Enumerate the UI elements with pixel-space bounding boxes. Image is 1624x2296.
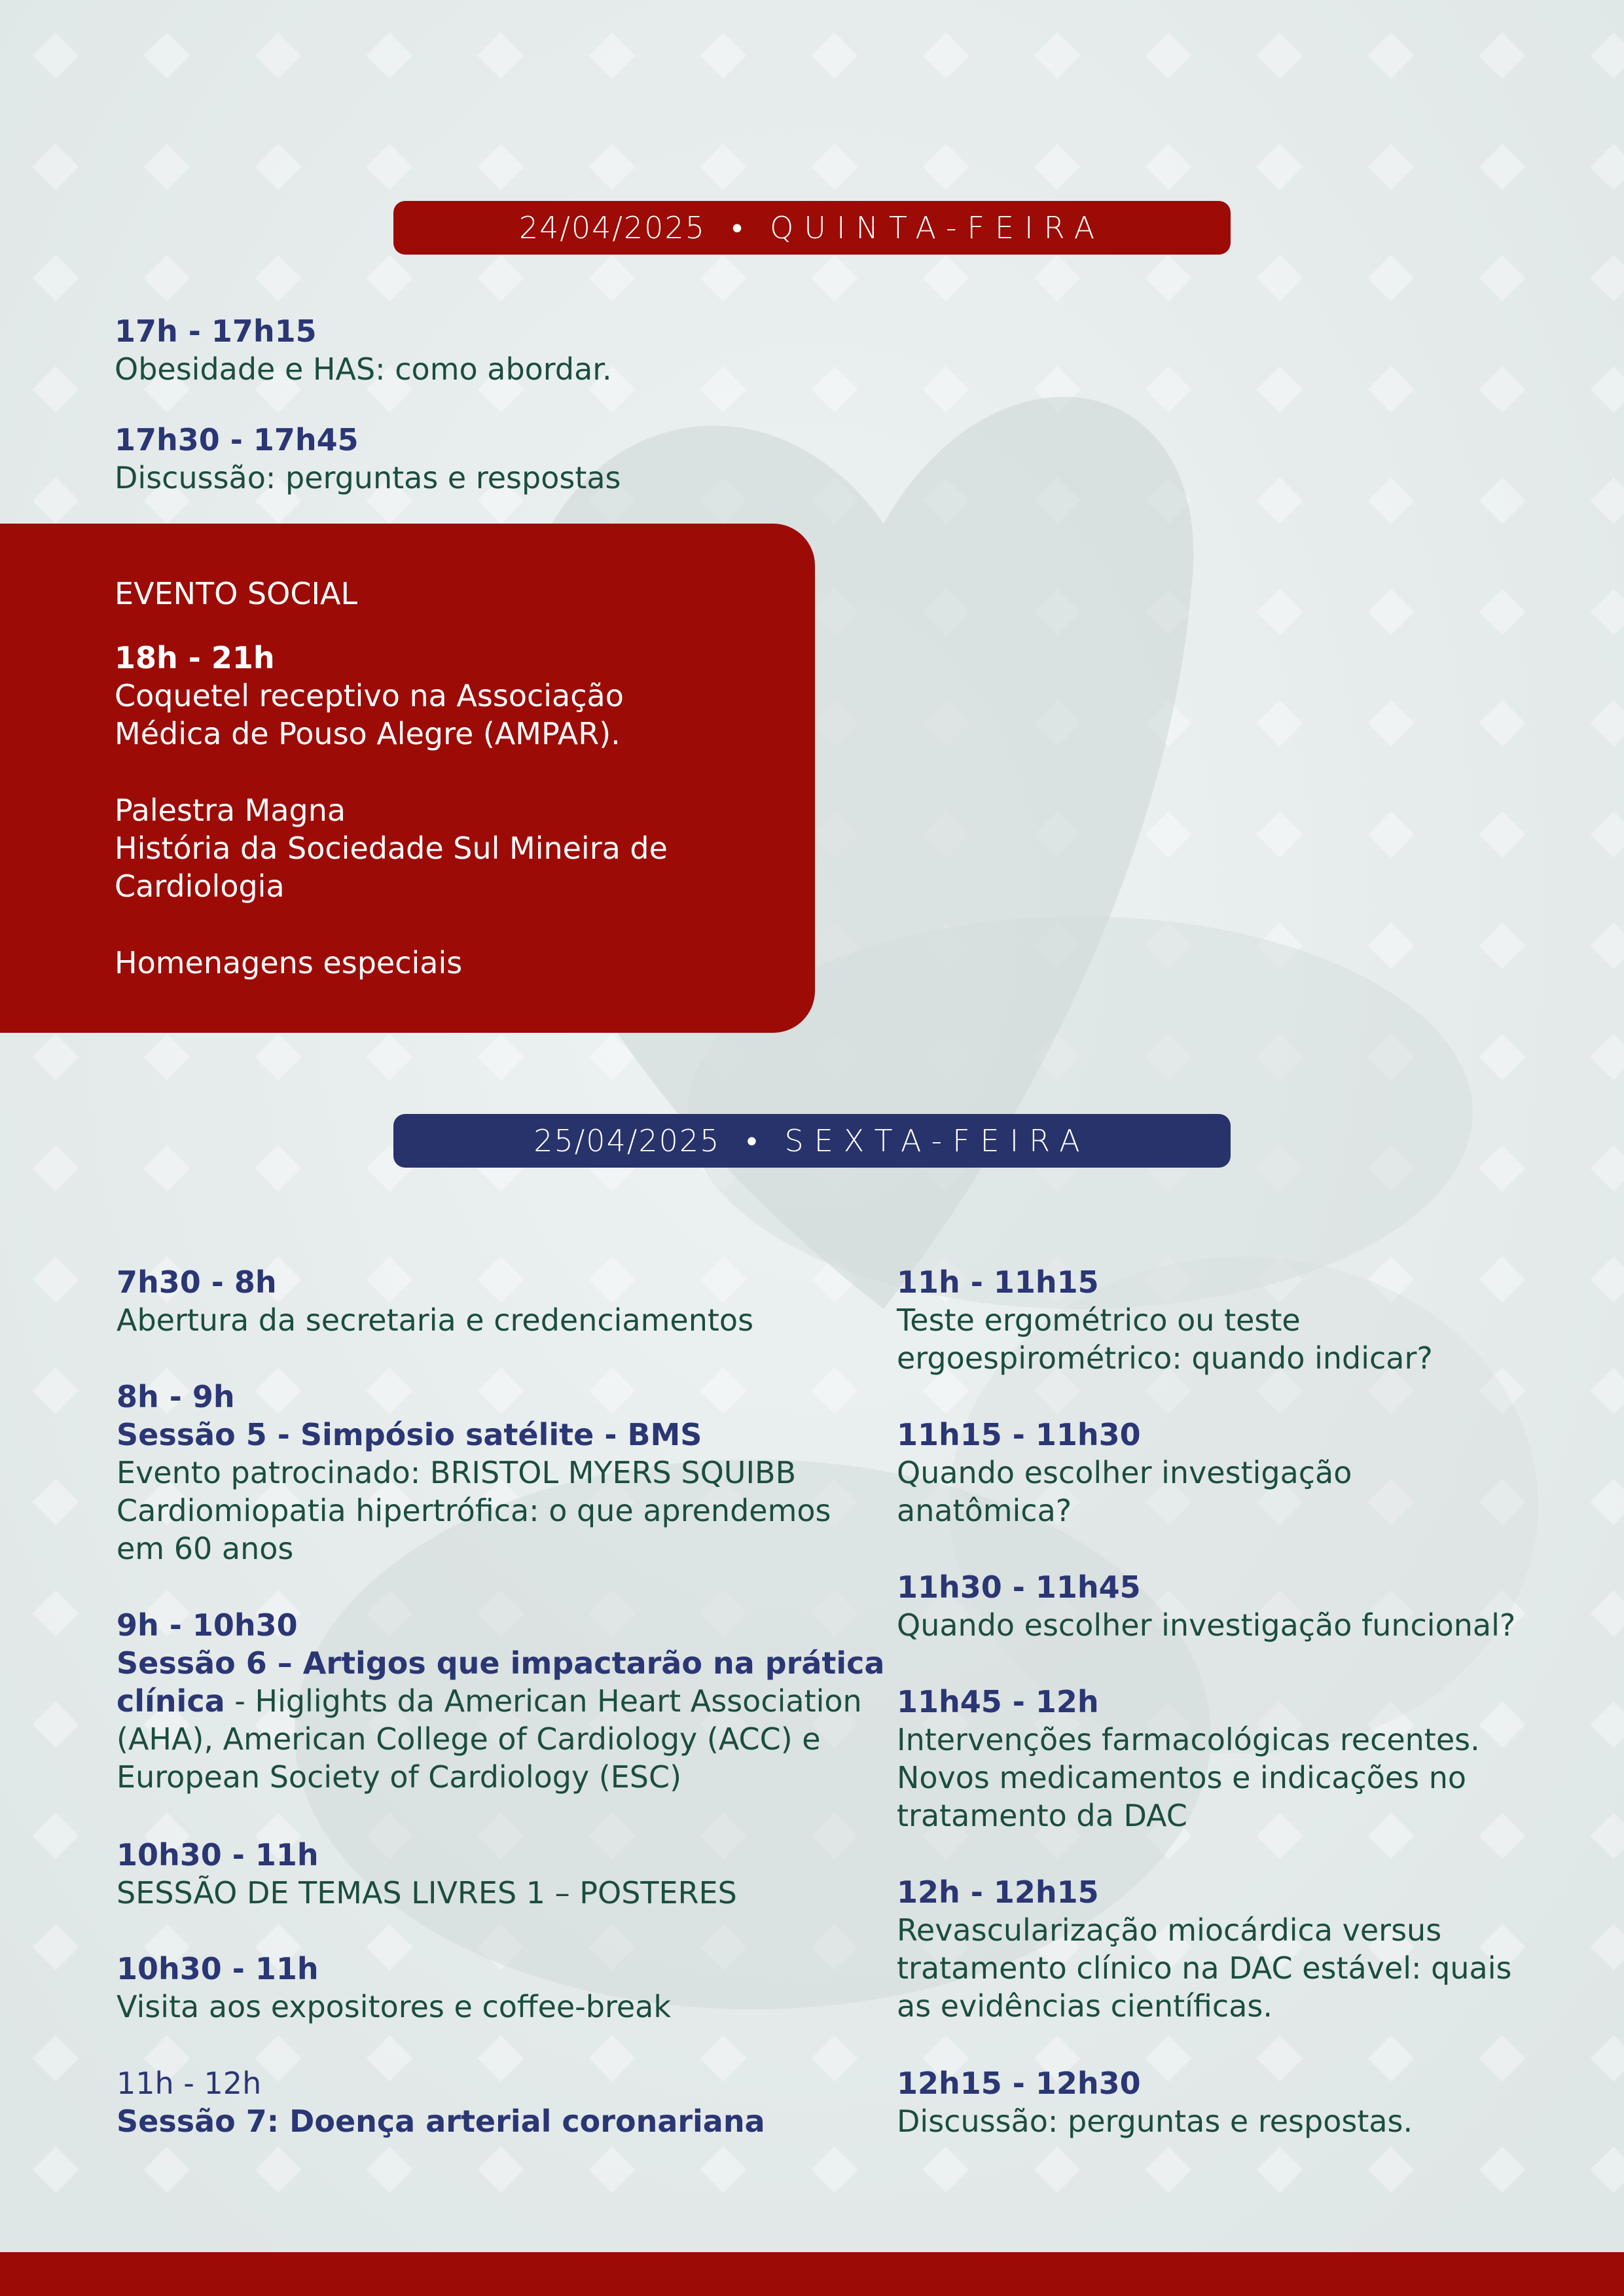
day1-item — [115, 312, 612, 388]
day2-date-banner — [393, 1114, 1231, 1168]
day2-weekday: SEXTA-FEIRA — [784, 1123, 1091, 1158]
social-time: 18h - 21h — [115, 640, 275, 675]
item-time: 7h30 - 8h — [117, 1265, 277, 1300]
item-time: 10h30 - 11h — [117, 1837, 319, 1873]
item-text: em 60 anos — [117, 1531, 294, 1566]
item-text: Visita aos expositores e coffee-break — [117, 1989, 672, 2024]
item-time: 12h15 - 12h30 — [897, 2066, 1141, 2101]
day2-item — [117, 2064, 765, 2140]
item-text: Cardiomiopatia hipertrófica: o que aprendemos — [117, 1493, 831, 1528]
footer-bar — [0, 2252, 1624, 2296]
day2-item — [897, 1683, 1480, 1835]
item-text: Quando escolher investigação funcional? — [897, 1607, 1516, 1643]
item-text: ergoespirométrico: quando indicar? — [897, 1340, 1433, 1376]
day2-item — [117, 1606, 884, 1796]
item-time: 12h - 12h15 — [897, 1874, 1099, 1910]
item-text: Teste ergométrico ou teste — [897, 1302, 1301, 1338]
lecture-line: Cardiologia — [115, 869, 285, 904]
item-text: SESSÃO DE TEMAS LIVRES 1 – POSTERES — [117, 1875, 737, 1910]
item-time: 11h - 11h15 — [897, 1265, 1099, 1300]
item-time: 10h30 - 11h — [117, 1951, 319, 1986]
item-text: Discussão: perguntas e respostas. — [897, 2104, 1413, 2139]
item-text — [117, 1682, 884, 1720]
item-text: tratamento clínico na DAC estável: quais — [897, 1950, 1512, 1986]
item-time: 11h30 - 11h45 — [897, 1570, 1141, 1605]
item-text: Intervenções farmacológicas recentes. — [897, 1722, 1480, 1757]
day2-item — [897, 1416, 1352, 1530]
item-session: Sessão 7: Doença arterial coronariana — [117, 2104, 765, 2139]
item-session: Sessão 6 – Artigos que impactarão na prática — [117, 1645, 885, 1681]
item-text: Revascularização miocárdica versus — [897, 1912, 1442, 1948]
day2-item — [117, 1263, 753, 1339]
item-time: 11h15 - 11h30 — [897, 1417, 1141, 1452]
day2-item — [117, 1950, 671, 2026]
day1-separator: • — [731, 210, 744, 245]
day2-separator: • — [746, 1123, 759, 1158]
day2-item — [117, 1836, 737, 1912]
item-time: 9h - 10h30 — [117, 1607, 298, 1643]
lecture-title: Palestra Magna — [115, 793, 346, 828]
item-text: Abertura da secretaria e credenciamentos — [117, 1302, 754, 1338]
item-text: Discussão: perguntas e respostas — [115, 460, 621, 495]
item-text: European Society of Cardiology (ESC) — [117, 1759, 682, 1795]
day1-item — [115, 421, 621, 497]
day2-date: 25/04/2025 — [533, 1123, 721, 1158]
social-line: Médica de Pouso Alegre (AMPAR). — [115, 716, 621, 751]
lecture-line: História da Sociedade Sul Mineira de — [115, 831, 668, 866]
item-time: 11h - 12h — [117, 2066, 262, 2101]
item-session: clínica — [117, 1683, 225, 1719]
item-text-rest: - Higlights da American Heart Association — [225, 1683, 862, 1719]
item-text: Quando escolher investigação — [897, 1455, 1352, 1490]
day2-item — [897, 2064, 1413, 2140]
item-time: 17h30 - 17h45 — [115, 422, 359, 457]
item-text: as evidências científicas. — [897, 1988, 1272, 2024]
day1-weekday: QUINTA-FEIRA — [770, 210, 1106, 245]
day1-date-banner — [393, 201, 1231, 255]
item-text: tratamento da DAC — [897, 1798, 1187, 1833]
item-text: Obesidade e HAS: como abordar. — [115, 351, 612, 387]
day1-date: 24/04/2025 — [518, 210, 706, 245]
day2-item — [897, 1263, 1433, 1377]
item-text: Evento patrocinado: BRISTOL MYERS SQUIBB — [117, 1455, 797, 1490]
item-time: 8h - 9h — [117, 1379, 235, 1414]
item-time: 17h - 17h15 — [115, 314, 317, 349]
item-time: 11h45 - 12h — [897, 1684, 1099, 1719]
social-heading: EVENTO SOCIAL — [115, 576, 358, 611]
day2-item — [897, 1873, 1511, 2025]
social-line: Coquetel receptivo na Associação — [115, 678, 624, 713]
day2-item — [897, 1568, 1515, 1644]
item-session: Sessão 5 - Simpósio satélite - BMS — [117, 1417, 702, 1452]
item-text: anatômica? — [897, 1493, 1072, 1528]
day2-item — [117, 1378, 831, 1568]
social-event-box — [0, 524, 815, 1033]
item-text: Novos medicamentos e indicações no — [897, 1760, 1467, 1795]
item-text: (AHA), American College of Cardiology (ACC) e — [117, 1721, 821, 1757]
tributes: Homenagens especiais — [115, 945, 463, 980]
